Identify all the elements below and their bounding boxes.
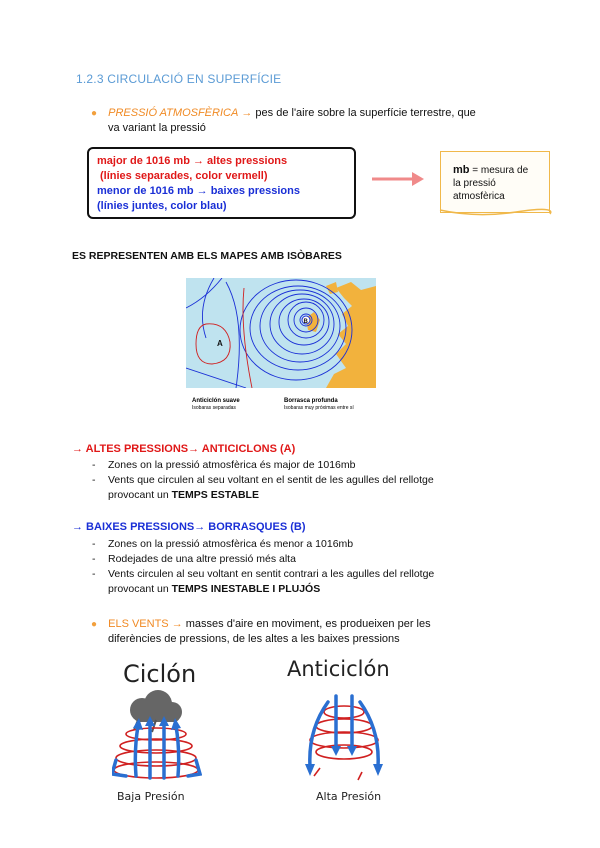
arrow-icon: → bbox=[171, 618, 183, 630]
vents-definition-cont: diferències de pressions, de les altes a les baixes pressions bbox=[108, 633, 400, 645]
temps-estable: TEMPS ESTABLE bbox=[171, 489, 259, 501]
ciclon-subtitle: Baja Presión bbox=[117, 790, 185, 803]
pink-arrow-icon bbox=[370, 168, 426, 190]
note-shadow bbox=[436, 208, 554, 220]
pressio-title: PRESSIÓ ATMOSFÈRICA bbox=[108, 107, 239, 119]
legend-storm-sub: Isobaras muy próximas entre sí bbox=[284, 405, 354, 411]
low-pressure-note: (línies juntes, color blau) bbox=[97, 200, 227, 212]
isobares-heading: ES REPRESENTEN AMB ELS MAPES AMB ISÒBARES bbox=[72, 250, 342, 262]
high-pressure-line: major de 1016 mb → altes pressions bbox=[97, 155, 288, 167]
high-pressure-note: (línies separades, color vermell) bbox=[100, 170, 268, 182]
pressure-box bbox=[87, 147, 356, 219]
baixes-heading: → BAIXES PRESSIONS→ BORRASQUES (B) bbox=[72, 521, 306, 533]
list-item: - Vents que circulen al seu voltant en el sentit de les agulles del rellotge bbox=[88, 473, 548, 488]
mb-note-line1: = mesura de bbox=[469, 165, 529, 176]
legend-storm: Borrasca profunda bbox=[284, 398, 338, 404]
mb-note-bold: mb bbox=[453, 164, 470, 176]
anticiclon-title: Anticiclón bbox=[287, 657, 390, 681]
bullet-icon: ● bbox=[91, 108, 98, 119]
temps-inestable: TEMPS INESTABLE I PLUJÓS bbox=[171, 583, 321, 595]
vents-title: ELS VENTS bbox=[108, 618, 169, 630]
map-label-b: B bbox=[303, 319, 308, 325]
anticyclone-diagram bbox=[300, 690, 390, 782]
list-item: - Zones on la pressió atmosfèrica és menor a 1016mb bbox=[88, 537, 558, 552]
ciclon-title: Ciclón bbox=[123, 660, 197, 688]
bullet-icon: ● bbox=[91, 619, 98, 630]
baixes-continuation: provocant un TEMPS INESTABLE I PLUJÓS bbox=[108, 583, 321, 595]
mb-note bbox=[440, 151, 550, 213]
legend-anticyclone-sub: Isobaras separadas bbox=[192, 405, 236, 411]
storm-cloud-icon bbox=[130, 690, 182, 722]
anticiclon-subtitle: Alta Presión bbox=[316, 790, 382, 803]
arrow-icon: → bbox=[241, 107, 253, 119]
list-item: - Rodejades de una altre pressió més alta bbox=[88, 552, 558, 567]
pressio-definition-cont: va variant la pressió bbox=[108, 122, 206, 134]
altes-continuation: provocant un TEMPS ESTABLE bbox=[108, 489, 259, 501]
legend-anticyclone: Anticiclón suave bbox=[192, 398, 240, 404]
vents-definition: masses d'aire en moviment, es produeixen per les bbox=[185, 618, 431, 630]
altes-heading: → ALTES PRESSIONS→ ANTICICLONS (A) bbox=[72, 443, 296, 455]
altes-list bbox=[88, 458, 548, 488]
section-title: 1.2.3 CIRCULACIÓ EN SUPERFÍCIE bbox=[76, 72, 282, 86]
vents-bullet bbox=[91, 617, 561, 632]
mb-note-line2: la pressió bbox=[453, 178, 496, 189]
map-label-a: A bbox=[217, 339, 223, 348]
list-item: - Vents circulen al seu voltant en sentit contrari a les agulles del rellotge bbox=[88, 567, 558, 582]
isobar-map bbox=[186, 278, 376, 414]
cyclone-diagram bbox=[112, 690, 202, 782]
mb-note-line3: atmosfèrica bbox=[453, 191, 505, 202]
baixes-list bbox=[88, 537, 558, 582]
low-pressure-line: menor de 1016 mb → baixes pressions bbox=[97, 185, 300, 197]
pressio-bullet bbox=[91, 106, 531, 121]
pressio-definition: pes de l'aire sobre la superfície terrestre, que bbox=[255, 107, 476, 119]
list-item: - Zones on la pressió atmosfèrica és major de 1016mb bbox=[88, 458, 548, 473]
